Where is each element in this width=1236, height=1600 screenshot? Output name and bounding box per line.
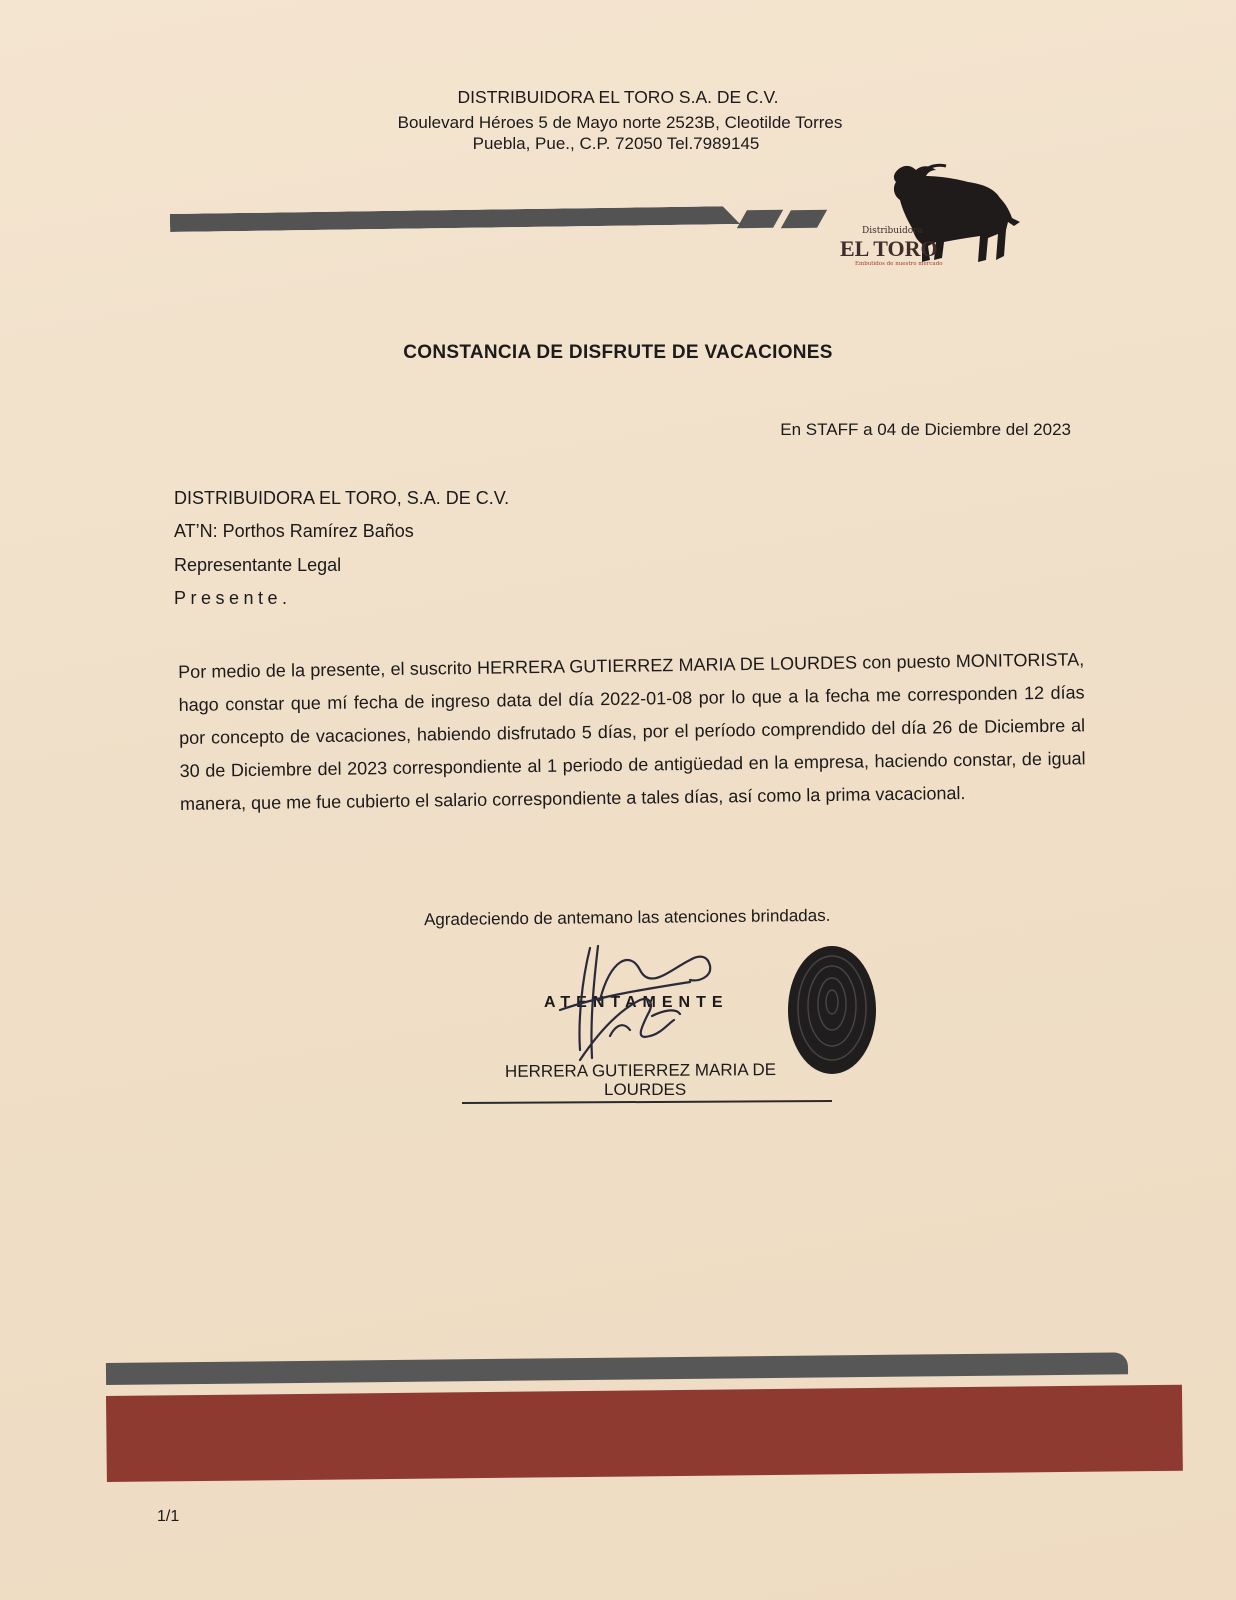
signer-name-line-2: LOURDES	[604, 1080, 687, 1099]
fingerprint-icon	[782, 940, 882, 1090]
logo-wordmark: EL TORO	[840, 236, 938, 261]
document-title: CONSTANCIA DE DISFRUTE DE VACACIONES	[403, 342, 833, 363]
atentamente-label: ATENTAMENTE	[544, 994, 729, 1011]
recipient-role: Representante Legal	[174, 555, 342, 575]
recipient-attention: AT’N: Porthos Ramírez Baños	[174, 521, 414, 541]
recipient-presente: Presente.	[174, 588, 292, 608]
company-address-line-1: Boulevard Héroes 5 de Mayo norte 2523B, Cleotilde Torres	[397, 113, 843, 132]
company-name: DISTRIBUIDORA EL TORO S.A. DE C.V.	[457, 87, 779, 107]
logo-small-text: Distribuidora	[862, 226, 923, 236]
date-line: En STAFF a 04 de Diciembre del 2023	[780, 420, 1071, 439]
recipient-company: DISTRIBUIDORA EL TORO, S.A. DE C.V.	[174, 488, 510, 508]
logo-tagline: Embutidos de nuestro mercado	[855, 261, 943, 267]
closing-thanks: Agradeciendo de antemano las atenciones brindadas.	[423, 905, 831, 930]
footer-red-band	[106, 1385, 1183, 1482]
body-paragraph: Por medio de la presente, el suscrito HERRERA GUTIERREZ MARIA DE LOURDES con puesto MONITORISTA, hago constar que mí fecha de ingreso data del día 2022-01-08 por lo que a la fecha me corresponden 12 días por concepto de vacaciones, habiendo disfrutado 5 días, por el período comprendido del día 26 de Diciembre al 30 de Diciembre del 2023 correspondiente al 1 periodo de antigüedad en la empresa, haciendo constar, de igual manera, que me fue cubierto el salario correspondiente a tales días, así como la prima vacacional.	[178, 649, 1086, 814]
page-number: 1/1	[157, 1508, 180, 1525]
company-address-line-2: Puebla, Pue., C.P. 72050 Tel.7989145	[472, 134, 760, 153]
handwritten-signature-icon	[540, 940, 740, 1070]
signer-name-line-1: HERRERA GUTIERREZ MARIA DE	[504, 1060, 777, 1081]
